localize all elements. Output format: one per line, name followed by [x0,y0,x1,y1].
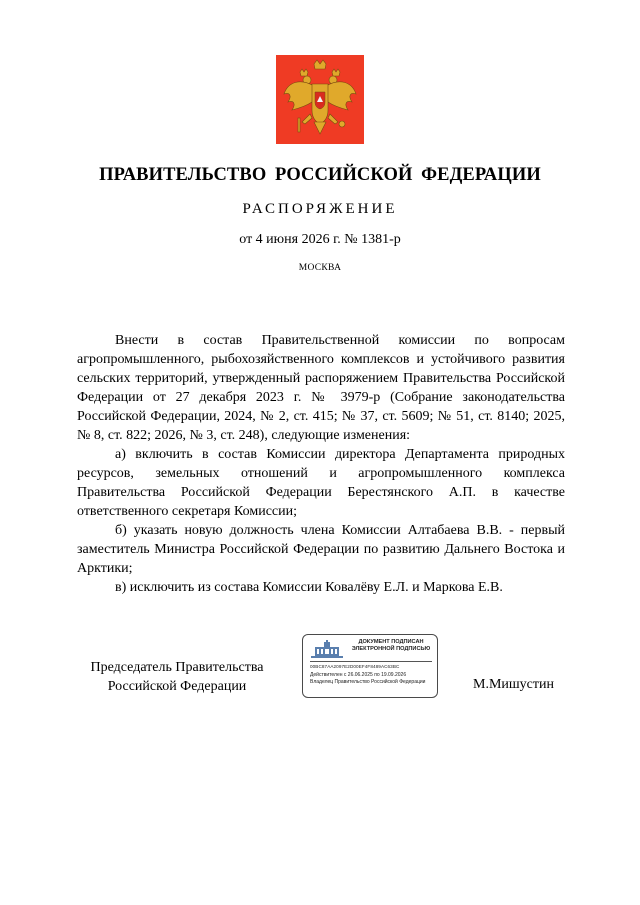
clause-a: а) включить в состав Комиссии директора Департамента природных ресурсов, земельных отношений и агропромышленного комплекса Правительства Российской Федерации Берестянского А.П. в качестве ответственного секретаря Комиссии; [77,447,565,519]
stamp-validity: Действителен с 26.06.2025 по 19.09.2026 [310,672,407,678]
signer-position-line2: Российской Федерации [107,679,247,694]
stamp-certificate-serial: 00BC87AA2097E2D00EF4F8489AC63BC [310,664,400,669]
stamp-title-line1: ДОКУМЕНТ ПОДПИСАН [358,639,424,645]
double-headed-eagle-icon [280,58,360,142]
signer-position [77,658,277,696]
government-title: ПРАВИТЕЛЬСТВО РОССИЙСКОЙ ФЕДЕРАЦИИ [99,165,541,185]
order-body [77,331,565,597]
document-date-number: от 4 июня 2026 г. № 1381-р [239,232,401,247]
signer-name: М.Мишустин [473,677,554,692]
electronic-signature-stamp [302,634,438,698]
document-type: РАСПОРЯЖЕНИЕ [242,201,398,217]
stamp-owner: Владелец Правительство Российской Федерации [310,679,426,685]
stamp-title-line2: ЭЛЕКТРОННОЙ ПОДПИСЬЮ [351,646,431,652]
clause-c: в) исключить из состава Комиссии Ковалёву Е.Л. и Маркова Е.В. [115,580,503,595]
state-emblem-icon [276,55,364,144]
government-building-icon [309,640,345,660]
intro-paragraph: Внести в состав Правительственной комиссии по вопросам агропромышленного, рыбохозяйственного комплексов и устойчивого развития сельских территорий, утвержденный распоряжением Правительства Российской Федерации от 27 декабря 2023 г. № 3979-р (Собрание законодательства Российской Федерации, 2024, № 2, ст. 415; № 37, ст. 5609; № 51, ст. 8140; 2025, № 8, ст. 822; 2026, № 3, ст. 248), следующие изменения: [77,333,565,443]
stamp-title [347,639,435,653]
document-city: МОСКВА [298,263,342,273]
stamp-divider [310,661,432,662]
clause-b: б) указать новую должность члена Комиссии Алтабаева В.В. - первый заместитель Министра Российской Федерации по развитию Дальнего Востока и Арктики; [77,523,565,576]
signer-position-line1: Председатель Правительства [90,660,264,675]
